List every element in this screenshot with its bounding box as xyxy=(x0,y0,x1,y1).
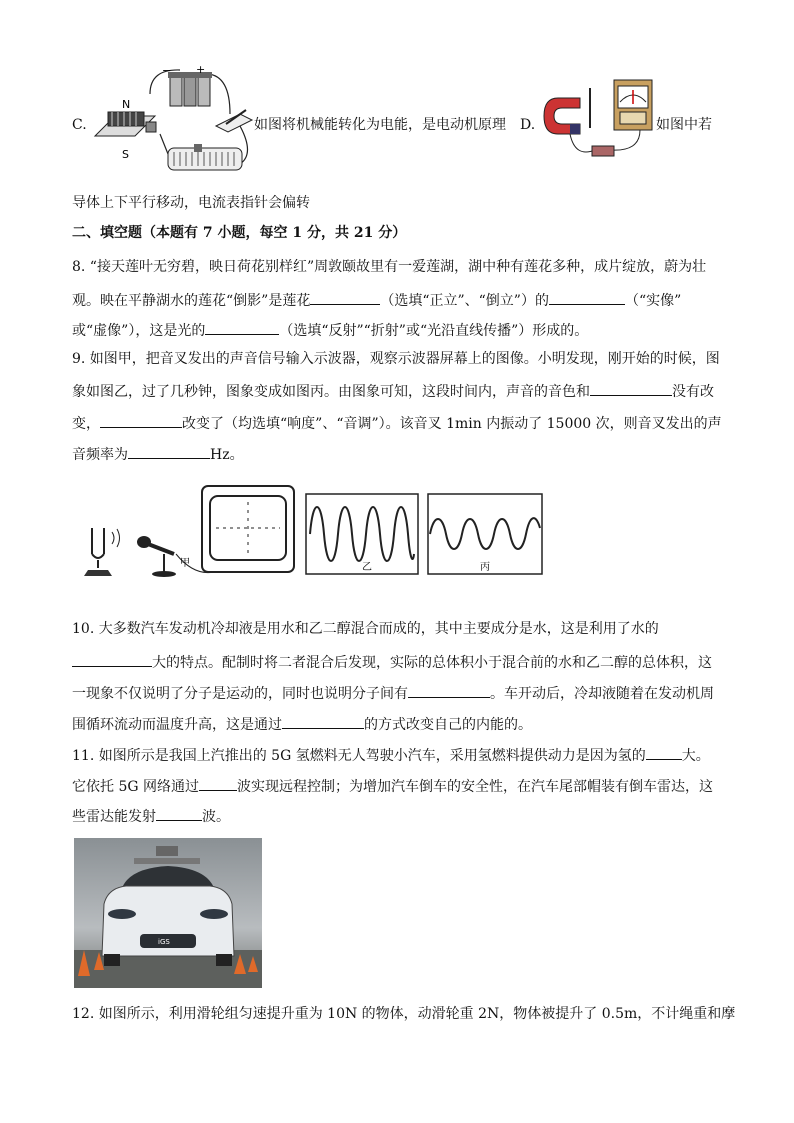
q9-line3: 变， 改变了（均选填“响度”、“音调”）。该音叉 1min 内振动了 15000 次，则音叉发出的声 xyxy=(72,413,722,433)
label-s: S xyxy=(122,148,129,161)
q10-line3: 一现象不仅说明了分子是运动的，同时也说明分子间有 。车开动后，冷却液随着在发动机周 xyxy=(72,683,714,703)
q10-line1: 10. 大多数汽车发动机冷却液是用水和乙二醇混合而成的，其中主要成分是水，这是利用了水的 xyxy=(72,621,659,637)
answer-blank[interactable] xyxy=(310,290,380,305)
oscilloscope-icon xyxy=(202,486,294,572)
q8-line1: 8. “接天莲叶无穷碧，映日荷花别样红”周敦颐故里有一爱莲湖，湖中种有莲花多种，成片绽放，蔚为壮 xyxy=(72,259,707,275)
option-d-text: 如图中若 xyxy=(656,117,712,133)
q9-line2: 象如图乙，过了几秒钟，图象变成如图丙。由图象可知，这段时间内，声音的音色和 没有改 xyxy=(72,381,714,401)
label-n: N xyxy=(122,98,131,111)
figure-q9-oscilloscope xyxy=(84,484,546,580)
answer-blank[interactable] xyxy=(408,683,490,698)
q11-line3: 些雷达能发射 波。 xyxy=(72,806,230,826)
switch-icon xyxy=(216,110,252,132)
magnet-icon xyxy=(544,98,580,134)
option-d-label: D. xyxy=(520,117,536,133)
car-badge: iGS xyxy=(158,938,170,946)
q9-line1: 9. 如图甲，把音叉发出的声音信号输入示波器，观察示波器屏幕上的图像。小明发现，刚开始的时候，图 xyxy=(72,351,720,367)
label-bing: 丙 xyxy=(480,562,490,573)
label-minus: − xyxy=(162,64,172,77)
answer-blank[interactable] xyxy=(590,381,672,396)
microphone-icon xyxy=(137,536,176,577)
q11-line2: 它依托 5G 网络通过 波实现远程控制；为增加汽车倒车的安全性，在汽车尾部帽装有倒车雷达，这 xyxy=(72,776,713,796)
tuning-fork-icon xyxy=(84,528,120,576)
answer-blank[interactable] xyxy=(100,413,182,428)
galvanometer-icon xyxy=(614,80,652,130)
option-d-continuation: 导体上下平行移动，电流表指针会偏转 xyxy=(72,195,310,211)
answer-blank[interactable] xyxy=(282,714,364,729)
figure-c-generator-circuit xyxy=(90,64,260,184)
figure-d-galvanometer xyxy=(540,78,658,162)
electromagnet-icon xyxy=(95,112,156,136)
q10-line2: 大的特点。配制时将二者混合后发现，实际的总体积小于混合前的水和乙二醇的总体积，这 xyxy=(72,652,712,672)
label-yi: 乙 xyxy=(362,562,372,573)
option-c-text: 如图将机械能转化为电能，是电动机原理 xyxy=(254,117,506,133)
answer-blank[interactable] xyxy=(646,745,682,760)
q12-line1: 12. 如图所示，利用滑轮组匀速提升重为 10N 的物体，动滑轮重 2N，物体被提升了 0.5m，不计绳重和摩 xyxy=(72,1006,736,1022)
battery-icon xyxy=(168,72,212,106)
answer-blank[interactable] xyxy=(205,320,279,335)
rheostat-icon xyxy=(168,144,242,170)
option-c-label: C. xyxy=(72,117,87,133)
section-2-heading: 二、填空题（本题有 7 小题，每空 1 分，共 21 分） xyxy=(72,225,407,241)
q10-line4: 围循环流动而温度升高，这是通过 的方式改变自己的内能的。 xyxy=(72,714,532,734)
label-jia: 甲 xyxy=(180,558,190,569)
answer-blank[interactable] xyxy=(156,806,202,821)
answer-blank[interactable] xyxy=(72,652,152,667)
answer-blank[interactable] xyxy=(128,444,210,459)
answer-blank[interactable] xyxy=(549,290,625,305)
label-plus: + xyxy=(196,64,206,76)
q11-line1: 11. 如图所示是我国上汽推出的 5G 氢燃料无人驾驶小汽车，采用氢燃料提供动力是因为氢的 大。 xyxy=(72,745,710,765)
car-photo xyxy=(74,838,262,988)
q8-line3: 或“虚像”），这是光的 （选填“反射”“折射”或“光沿直线传播”）形成的。 xyxy=(72,320,588,340)
q9-line4: 音频率为 Hz。 xyxy=(72,444,244,464)
q8-line2: 观。映在平静湖水的莲花“倒影”是莲花 （选填“正立”、“倒立”）的 （“实像” xyxy=(72,290,681,310)
answer-blank[interactable] xyxy=(199,776,237,791)
